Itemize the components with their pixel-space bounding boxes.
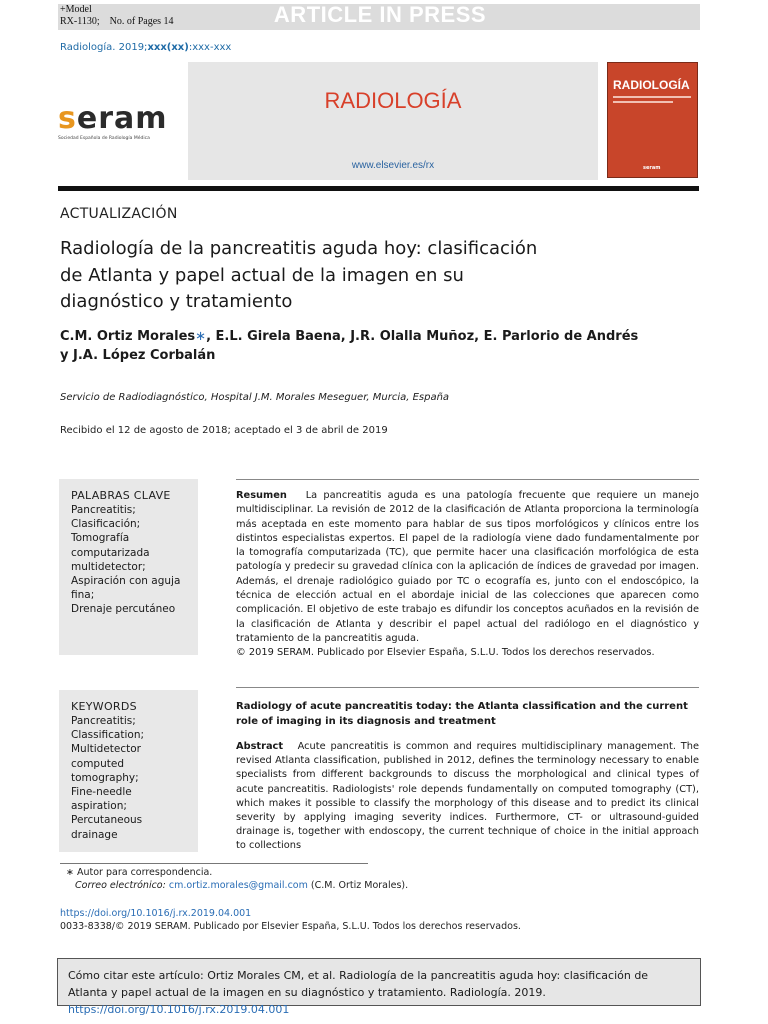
- keyword-item: Pancreatitis;: [71, 504, 136, 516]
- keyword-item: Percutaneous: [71, 814, 143, 827]
- journal-url-link[interactable]: www.elsevier.es/rx: [351, 160, 435, 171]
- affiliation: Servicio de Radiodiagnóstico, Hospital J.M. Morales Meseguer, Murcia, España: [60, 392, 450, 403]
- article-title-line: diagnóstico y tratamiento: [60, 291, 293, 312]
- email-footnote: [75, 880, 408, 891]
- keyword-item: multidetector;: [71, 560, 146, 573]
- issn-copyright: 0033-8338/© 2019 SERAM. Publicado por Elsevier España, S.L.U. Todos los derechos reservados.: [60, 921, 521, 932]
- abstract-text: Acute pancreatitis is common and requires multidisciplinary management. The revised Atlanta classification, published in 2012, defines the terminology necessary to enable specialists from different backgrounds to discuss the morphological and clinical types of acute pancreatitis. Radiologists' role depends fundamentally on computed tomography (CT), which makes it possible to classify the morphology of this disease and to predict its clinical severity by applying imaging severity indices. Furthermore, CT- or ultrasound-guided drainage is, together with endoscopy, the current technique of choice in the initial approach to collections: [236, 741, 700, 852]
- author-line: [60, 327, 700, 346]
- keyword-item: aspiration;: [71, 800, 127, 813]
- journal-ref-prefix: Radiología. 2019;: [60, 42, 148, 53]
- email-owner: (C.M. Ortiz Morales).: [310, 880, 409, 891]
- doi-link[interactable]: https://doi.org/10.1016/j.rx.2019.04.001: [60, 908, 252, 919]
- keywords-es-box: [59, 479, 198, 655]
- abstract-label: Abstract: [236, 741, 284, 752]
- corresponding-author: C.M. Ortiz Morales: [60, 329, 196, 344]
- resumen-text: La pancreatitis aguda es una patología frecuente que requiere un manejo multidisciplinar. La revisión de 2012 de la clasificación de Atlanta proporciona la terminología más aceptada en este momento para hablar de sus tipos morfológicos y clínicos entre los distintos especialistas expertos. El papel de la radiología viene dado fundamentalmente por la tomografía computarizada (TC), que permite hacer una clasificación morfológica de esta patología y predecir su gravedad clínica con la aplicación de índices de gravedad por imagen. Además, el drenaje radiológico guiado por TC o ecografía es, junto con el endoscópico, la técnica de elección actual en el abordaje inicial de las colecciones que aparecen como complicación. El objetivo de este trabajo es difundir los conceptos acuñados en la revisión de la clasificación de Atlanta y describir el papel actual del radiólogo en el diagnóstico y tratamiento de la pancreatitis aguda.: [236, 490, 700, 644]
- keyword-item: Clasificación;: [71, 518, 141, 531]
- citation-text: Cómo citar este artículo: Ortiz Morales CM, et al. Radiología de la pancreatitis aguda hoy: clasificación de Atlanta y papel actual de la imagen en su diagnóstico y tratamiento. Radiología. 2019.: [68, 969, 649, 999]
- footnote-marker: ∗: [66, 867, 74, 878]
- keywords-es-title: PALABRAS CLAVE: [71, 489, 171, 502]
- header-divider: [58, 186, 699, 191]
- email-label: Correo electrónico:: [75, 880, 166, 891]
- article-meta: [60, 16, 174, 28]
- seram-logo: seram: [58, 101, 168, 136]
- email-link[interactable]: cm.ortiz.morales@gmail.com: [168, 880, 308, 891]
- keyword-item: Tomografía: [71, 532, 130, 545]
- citation-doi-link[interactable]: https://doi.org/10.1016/j.rx.2019.04.001: [68, 1003, 290, 1016]
- footnote-divider: [60, 863, 368, 864]
- citation-box: [57, 958, 701, 1016]
- english-title: Radiology of acute pancreatitis today: the Atlanta classification and the current role of imaging in its diagnosis and treatment: [236, 701, 688, 727]
- abstract-divider: [236, 687, 699, 688]
- keyword-item: Classification;: [71, 729, 145, 742]
- article-in-press-label: ARTICLE IN PRESS: [273, 2, 487, 27]
- author-list: [60, 327, 700, 365]
- keyword-item: tomography;: [71, 771, 139, 784]
- keyword-item: Multidetector: [71, 743, 141, 756]
- co-authors: , E.L. Girela Baena, J.R. Olalla Muñoz, E. Parlorio de Andrés: [206, 329, 639, 344]
- journal-reference[interactable]: [60, 42, 231, 53]
- article-title-line: Radiología de la pancreatitis aguda hoy: clasificación: [60, 238, 538, 259]
- journal-name: RADIOLOGÍA: [324, 88, 462, 113]
- cover-decoration: [613, 96, 691, 98]
- section-label: ACTUALIZACIÓN: [60, 206, 178, 222]
- author-line: y J.A. López Corbalán: [60, 348, 216, 363]
- article-id: RX-1130;: [60, 16, 100, 27]
- keyword-item: Drenaje percutáneo: [71, 603, 176, 616]
- resumen-paragraph: [236, 489, 699, 661]
- keywords-en-box: [59, 690, 198, 852]
- abstract-paragraph: [236, 740, 700, 852]
- keyword-item: Fine-needle: [71, 786, 132, 799]
- correspondence-marker[interactable]: ∗: [195, 329, 207, 344]
- abstract-divider: [236, 479, 699, 480]
- keyword-item: fina;: [71, 589, 95, 602]
- page-count: No. of Pages 14: [109, 16, 174, 27]
- correspondence-footnote: ∗ Autor para correspondencia.: [66, 867, 213, 878]
- received-accepted-dates: Recibido el 12 de agosto de 2018; aceptado el 3 de abril de 2019: [60, 425, 388, 436]
- keyword-item: computarizada: [71, 546, 150, 559]
- resumen-copyright: © 2019 SERAM. Publicado por Elsevier España, S.L.U. Todos los derechos reservados.: [236, 647, 655, 659]
- cover-decoration: [613, 101, 673, 103]
- article-title: [60, 236, 600, 316]
- article-title-line: de Atlanta y papel actual de la imagen en su: [60, 264, 464, 286]
- keyword-item: drainage: [71, 828, 118, 841]
- keywords-en-title: KEYWORDS: [71, 700, 137, 713]
- keyword-item: computed: [71, 757, 124, 770]
- seram-logo-subtitle: Sociedad Española de Radiología Médica: [58, 136, 150, 141]
- keyword-item: Pancreatitis;: [71, 715, 136, 727]
- cover-logo: seram: [643, 165, 661, 171]
- cover-title: RADIOLOGÍA: [613, 78, 690, 92]
- model-label: +Model: [60, 4, 92, 15]
- journal-ref-pages: :xxx-xxx: [188, 42, 232, 53]
- journal-ref-volume: xxx(xx): [147, 42, 189, 53]
- keyword-item: Aspiración con aguja: [71, 575, 181, 588]
- resumen-label: Resumen: [236, 490, 287, 501]
